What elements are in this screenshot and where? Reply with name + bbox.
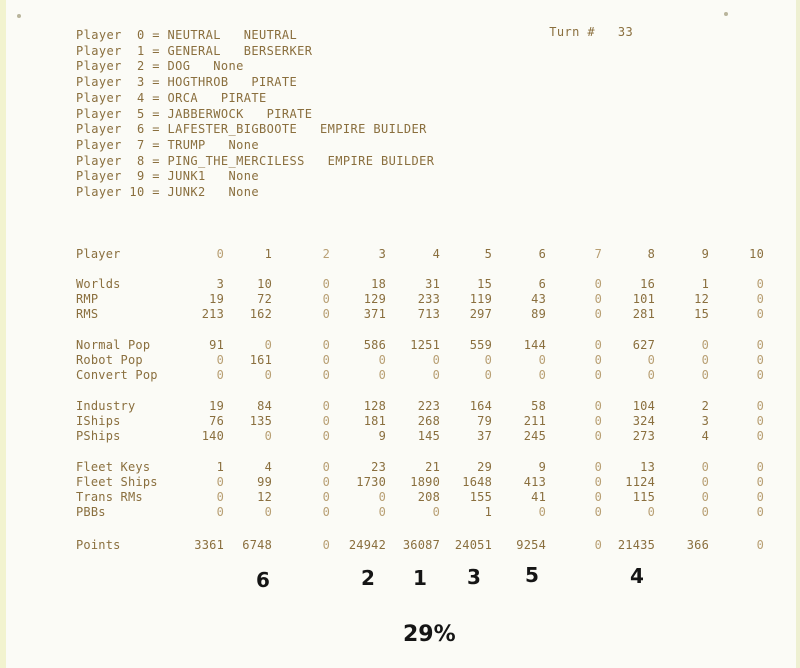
table-cell: 9254: [516, 538, 546, 552]
handwritten-percent: 29%: [403, 622, 456, 647]
table-cell: 0: [432, 368, 440, 382]
table-cell: 268: [417, 414, 440, 428]
table-cell: 208: [417, 490, 440, 504]
table-column-header: 7: [594, 247, 602, 261]
handwritten-rank: 5: [525, 563, 539, 587]
table-row-label: Normal Pop: [76, 338, 151, 352]
table-cell: 15: [477, 277, 492, 291]
table-cell: 0: [484, 368, 492, 382]
table-cell: 0: [378, 490, 386, 504]
table-cell: 0: [701, 460, 709, 474]
table-cell: 0: [594, 292, 602, 306]
paper-edge-right: [796, 0, 800, 668]
table-cell: 0: [216, 490, 224, 504]
table-cell: 366: [686, 538, 709, 552]
table-cell: 164: [469, 399, 492, 413]
table-row-label: RMS: [76, 307, 99, 321]
table-cell: 6748: [242, 538, 272, 552]
roster-line: Player 4 = ORCA PIRATE: [76, 90, 267, 105]
table-cell: 0: [647, 353, 655, 367]
table-cell: 223: [417, 399, 440, 413]
table-cell: 0: [647, 505, 655, 519]
table-cell: 23: [371, 460, 386, 474]
table-cell: 21435: [617, 538, 655, 552]
table-cell: 0: [594, 429, 602, 443]
roster-line: Player 2 = DOG None: [76, 59, 244, 74]
table-cell: 0: [756, 307, 764, 321]
table-cell: 0: [701, 338, 709, 352]
table-cell: 29: [477, 460, 492, 474]
table-cell: 586: [363, 338, 386, 352]
table-cell: 211: [523, 414, 546, 428]
table-cell: 0: [756, 460, 764, 474]
table-cell: 0: [594, 490, 602, 504]
table-cell: 0: [378, 353, 386, 367]
table-cell: 15: [694, 307, 709, 321]
table-cell: 24942: [348, 538, 386, 552]
table-cell: 0: [701, 368, 709, 382]
table-cell: 12: [257, 490, 272, 504]
table-cell: 181: [363, 414, 386, 428]
roster-line: Player 8 = PING_THE_MERCILESS EMPIRE BUILDER: [76, 153, 435, 168]
table-cell: 115: [632, 490, 655, 504]
turn-number: 33: [617, 25, 634, 39]
table-cell: 0: [756, 538, 764, 552]
table-cell: 0: [594, 307, 602, 321]
table-cell: 0: [701, 353, 709, 367]
table-cell: 4: [701, 429, 709, 443]
table-cell: 413: [523, 475, 546, 489]
table-cell: 1: [484, 505, 492, 519]
handwritten-rank: 4: [630, 564, 644, 588]
table-cell: 101: [632, 292, 655, 306]
table-cell: 1: [216, 460, 224, 474]
table-cell: 0: [594, 277, 602, 291]
roster-line: Player 3 = HOGTHROB PIRATE: [76, 75, 298, 90]
table-cell: 0: [756, 368, 764, 382]
table-header-label: Player: [76, 247, 121, 261]
table-cell: 161: [249, 353, 272, 367]
paper-edge-left: [0, 0, 6, 668]
handwritten-rank: 1: [413, 566, 427, 590]
table-cell: 627: [632, 338, 655, 352]
table-cell: 31: [425, 277, 440, 291]
table-cell: 0: [594, 399, 602, 413]
table-cell: 0: [594, 538, 602, 552]
handwritten-rank: 3: [467, 565, 481, 589]
table-cell: 0: [594, 505, 602, 519]
table-column-header: 0: [216, 247, 224, 261]
table-cell: 10: [257, 277, 272, 291]
table-cell: 84: [257, 399, 272, 413]
table-cell: 0: [264, 338, 272, 352]
roster-line: Player 9 = JUNK1 None: [76, 169, 259, 184]
table-column-header: 4: [432, 247, 440, 261]
table-cell: 0: [756, 353, 764, 367]
table-row-label: Worlds: [76, 277, 121, 291]
table-cell: 18: [371, 277, 386, 291]
table-cell: 233: [417, 292, 440, 306]
table-cell: 0: [264, 505, 272, 519]
table-cell: 0: [538, 368, 546, 382]
table-cell: 0: [322, 338, 330, 352]
table-cell: 0: [756, 429, 764, 443]
roster-line: Player 10 = JUNK2 None: [76, 185, 259, 199]
table-cell: 0: [538, 505, 546, 519]
roster-line: Player 6 = LAFESTER_BIGBOOTE EMPIRE BUILDER: [76, 122, 427, 137]
table-column-header: 9: [701, 247, 709, 261]
table-cell: 0: [432, 353, 440, 367]
paper-speck: [17, 14, 21, 18]
table-cell: 119: [469, 292, 492, 306]
table-cell: 3: [216, 277, 224, 291]
table-cell: 1: [701, 277, 709, 291]
table-cell: 155: [469, 490, 492, 504]
table-cell: 3: [701, 414, 709, 428]
table-row-label: Trans RMs: [76, 490, 143, 504]
table-cell: 273: [632, 429, 655, 443]
handwritten-rank: 2: [361, 566, 375, 590]
table-cell: 0: [701, 505, 709, 519]
table-cell: 713: [417, 307, 440, 321]
table-cell: 128: [363, 399, 386, 413]
table-cell: 140: [201, 429, 224, 443]
table-cell: 1648: [462, 475, 492, 489]
table-cell: 371: [363, 307, 386, 321]
table-column-header: 8: [647, 247, 655, 261]
table-cell: 1730: [356, 475, 386, 489]
table-cell: 0: [594, 338, 602, 352]
table-row-label: Convert Pop: [76, 368, 158, 382]
table-cell: 0: [322, 460, 330, 474]
table-cell: 1124: [625, 475, 655, 489]
table-cell: 3361: [194, 538, 224, 552]
table-cell: 89: [531, 307, 546, 321]
table-cell: 0: [322, 307, 330, 321]
table-cell: 6: [538, 277, 546, 291]
table-cell: 0: [594, 353, 602, 367]
table-cell: 145: [417, 429, 440, 443]
table-cell: 324: [632, 414, 655, 428]
table-cell: 0: [756, 399, 764, 413]
paper-speck: [724, 12, 728, 16]
table-cell: 0: [647, 368, 655, 382]
table-cell: 0: [322, 292, 330, 306]
roster-line: Player 1 = GENERAL BERSERKER: [76, 43, 313, 58]
table-cell: 19: [209, 399, 224, 413]
table-cell: 0: [756, 292, 764, 306]
table-row-label: RMP: [76, 292, 99, 306]
table-cell: 91: [209, 338, 224, 352]
table-cell: 245: [523, 429, 546, 443]
table-cell: 281: [632, 307, 655, 321]
table-cell: 0: [538, 353, 546, 367]
table-cell: 0: [322, 475, 330, 489]
table-row-label: IShips: [76, 414, 121, 428]
table-cell: 0: [322, 353, 330, 367]
table-cell: 0: [216, 475, 224, 489]
table-cell: 0: [264, 429, 272, 443]
table-cell: 19: [209, 292, 224, 306]
table-cell: 0: [432, 505, 440, 519]
table-cell: 104: [632, 399, 655, 413]
table-cell: 162: [249, 307, 272, 321]
roster-line: Player 7 = TRUMP None: [76, 137, 259, 152]
table-cell: 76: [209, 414, 224, 428]
table-cell: 129: [363, 292, 386, 306]
table-cell: 0: [322, 505, 330, 519]
table-cell: 0: [594, 368, 602, 382]
table-cell: 1890: [410, 475, 440, 489]
table-cell: 0: [322, 429, 330, 443]
roster-line: Player 0 = NEUTRAL NEUTRAL: [76, 28, 298, 42]
table-row-label: Industry: [76, 399, 136, 413]
table-cell: 297: [469, 307, 492, 321]
table-cell: 36087: [402, 538, 440, 552]
table-cell: 0: [756, 338, 764, 352]
table-cell: 0: [701, 490, 709, 504]
table-cell: 43: [531, 292, 546, 306]
table-column-header: 1: [264, 247, 272, 261]
table-row-label: Robot Pop: [76, 353, 143, 367]
table-cell: 0: [322, 368, 330, 382]
roster-line: Player 5 = JABBERWOCK PIRATE: [76, 106, 313, 121]
table-column-header: 3: [378, 247, 386, 261]
table-cell: 0: [756, 414, 764, 428]
table-cell: 213: [201, 307, 224, 321]
table-cell: 0: [484, 353, 492, 367]
table-cell: 0: [378, 505, 386, 519]
table-cell: 0: [322, 277, 330, 291]
table-cell: 0: [756, 277, 764, 291]
table-cell: 0: [701, 475, 709, 489]
table-cell: 144: [523, 338, 546, 352]
table-cell: 13: [640, 460, 655, 474]
table-cell: 99: [257, 475, 272, 489]
table-cell: 135: [249, 414, 272, 428]
table-cell: 0: [216, 505, 224, 519]
table-cell: 0: [322, 399, 330, 413]
table-row-label: Points: [76, 538, 121, 552]
table-cell: 0: [378, 368, 386, 382]
table-row-label: PBBs: [76, 505, 106, 519]
table-cell: 24051: [454, 538, 492, 552]
table-cell: 58: [531, 399, 546, 413]
table-cell: 0: [264, 368, 272, 382]
table-row-label: PShips: [76, 429, 121, 443]
table-cell: 1251: [410, 338, 440, 352]
table-cell: 37: [477, 429, 492, 443]
table-cell: 9: [538, 460, 546, 474]
table-column-header: 6: [538, 247, 546, 261]
table-cell: 559: [469, 338, 492, 352]
table-cell: 0: [322, 490, 330, 504]
table-cell: 0: [216, 353, 224, 367]
table-cell: 41: [531, 490, 546, 504]
table-cell: 0: [322, 538, 330, 552]
table-cell: 0: [594, 475, 602, 489]
table-cell: 21: [425, 460, 440, 474]
table-column-header: 2: [322, 247, 330, 261]
table-cell: 4: [264, 460, 272, 474]
table-cell: 12: [694, 292, 709, 306]
turn-label: Turn #: [549, 25, 595, 39]
table-cell: 72: [257, 292, 272, 306]
table-cell: 0: [594, 414, 602, 428]
turn-indicator: [534, 11, 633, 39]
table-cell: 2: [701, 399, 709, 413]
table-column-header: 5: [484, 247, 492, 261]
table-row-label: Fleet Ships: [76, 475, 158, 489]
table-cell: 0: [756, 475, 764, 489]
table-cell: 0: [216, 368, 224, 382]
table-column-header: 10: [749, 247, 764, 261]
table-cell: 16: [640, 277, 655, 291]
table-cell: 9: [378, 429, 386, 443]
table-cell: 0: [756, 490, 764, 504]
handwritten-rank: 6: [256, 568, 270, 592]
table-cell: 0: [756, 505, 764, 519]
table-row-label: Fleet Keys: [76, 460, 151, 474]
table-cell: 0: [594, 460, 602, 474]
table-cell: 0: [322, 414, 330, 428]
table-cell: 79: [477, 414, 492, 428]
